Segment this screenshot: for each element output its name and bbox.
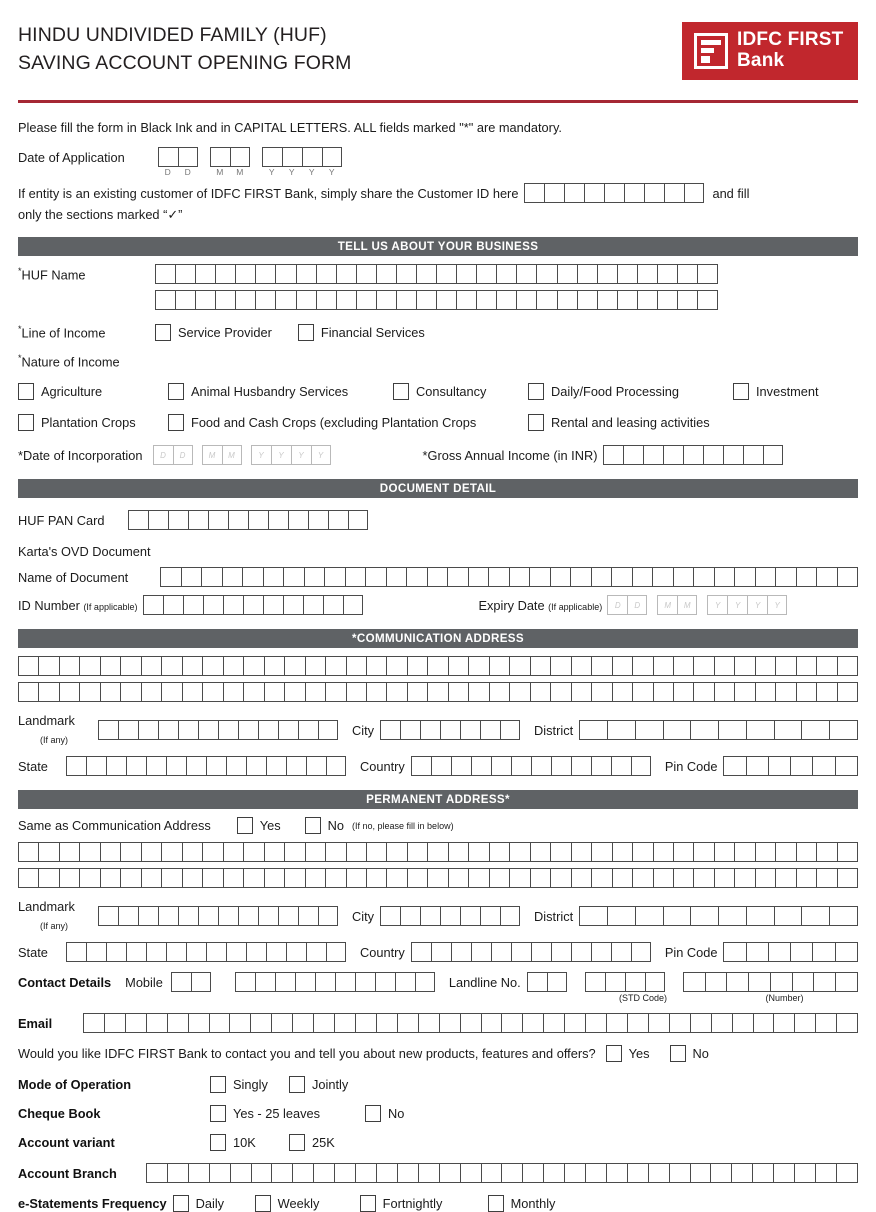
date-of-application-label: Date of Application <box>18 149 125 165</box>
mobile-label: Mobile <box>125 974 163 990</box>
checkbox-label: Monthly <box>510 1196 556 1212</box>
checkbox-label: Service Provider <box>178 325 272 340</box>
page-title-line2: SAVING ACCOUNT OPENING FORM <box>18 51 352 74</box>
date-of-application-dd[interactable] <box>158 147 198 167</box>
checkbox-label: No <box>327 818 345 834</box>
page-header <box>18 0 858 80</box>
section-bar-business: TELL US ABOUT YOUR BUSINESS <box>18 237 858 256</box>
permanent-city-input[interactable] <box>380 906 520 926</box>
mobile-country-code-input[interactable] <box>171 972 211 992</box>
checkbox-label: Investment <box>756 384 819 400</box>
account-variant-row <box>18 1134 858 1151</box>
permanent-country-label: Country <box>360 944 405 960</box>
checkbox-box[interactable] <box>733 383 749 400</box>
checkbox-label: Daily <box>195 1196 225 1212</box>
checkbox-box[interactable] <box>488 1195 504 1212</box>
id-number-label: ID Number (If applicable) <box>18 597 138 613</box>
communication-city-input[interactable] <box>380 720 520 740</box>
account-branch-row <box>18 1163 858 1183</box>
permanent-district-input[interactable] <box>579 906 858 926</box>
checkbox-label: Food and Cash Crops (excluding Plantation Crops <box>191 415 477 431</box>
permanent-district-label: District <box>534 908 574 924</box>
checkbox-label: 10K <box>233 1135 256 1151</box>
checkbox-label: Plantation Crops <box>41 415 136 431</box>
checkbox-box[interactable] <box>168 383 184 400</box>
communication-city-label: City <box>352 722 375 738</box>
karta-ovd-document-label: Karta's OVD Document <box>18 544 151 560</box>
communication-district-input[interactable] <box>579 720 858 740</box>
checkbox-investment[interactable] <box>733 383 819 400</box>
checkbox-consultancy[interactable] <box>393 383 528 400</box>
checkbox-box[interactable] <box>393 383 409 400</box>
logo-text <box>737 30 844 71</box>
checkbox-variant-10k[interactable] <box>210 1134 289 1151</box>
date-of-incorporation-mm[interactable]: M M <box>202 445 242 465</box>
huf-pan-card-row <box>18 510 858 530</box>
communication-state-input[interactable] <box>66 756 346 776</box>
landline-notes-row <box>18 993 858 1003</box>
marketing-consent-row <box>18 1045 858 1062</box>
checkbox-box[interactable] <box>528 414 544 431</box>
checkbox-same-address-yes[interactable] <box>237 817 281 834</box>
communication-state-country-pin-row <box>18 756 858 776</box>
checkbox-box[interactable] <box>210 1105 226 1122</box>
id-number-expiry-row <box>18 595 858 615</box>
checkbox-box[interactable] <box>18 414 34 431</box>
permanent-address-line1[interactable] <box>18 842 858 862</box>
checkbox-label: Yes - 25 leaves <box>233 1106 321 1122</box>
checkbox-box[interactable] <box>173 1195 189 1212</box>
permanent-pin-input[interactable] <box>723 942 858 962</box>
same-as-communication-row <box>18 817 858 834</box>
mobile-number-input[interactable] <box>235 972 435 992</box>
checkbox-rental-and-leasing-activities[interactable] <box>528 414 710 431</box>
checkbox-label: Rental and leasing activities <box>551 415 710 431</box>
existing-customer-row <box>18 183 858 203</box>
checkbox-label: Weekly <box>277 1196 320 1212</box>
idfc-first-bank-logo <box>682 22 858 80</box>
permanent-address-line2[interactable] <box>18 868 858 888</box>
communication-pin-label: Pin Code <box>664 758 718 774</box>
communication-address-line2[interactable] <box>18 682 858 702</box>
checkbox-estatement-fortnightly[interactable] <box>360 1195 488 1212</box>
permanent-landmark-label: Landmark <box>18 899 75 915</box>
communication-country-input[interactable] <box>411 756 651 776</box>
checkbox-cheque-no[interactable] <box>365 1105 404 1122</box>
checkbox-box[interactable] <box>168 414 184 431</box>
checkbox-box[interactable] <box>18 383 34 400</box>
mode-of-operation-label: Mode of Operation <box>18 1077 132 1093</box>
checkbox-box[interactable] <box>255 1195 271 1212</box>
huf-pan-card-label: HUF PAN Card <box>18 512 105 528</box>
checkbox-label: Agriculture <box>41 384 103 400</box>
checkbox-label: Fortnightly <box>382 1196 443 1212</box>
permanent-country-input[interactable] <box>411 942 651 962</box>
checkbox-variant-25k[interactable] <box>289 1134 335 1151</box>
checkbox-box[interactable] <box>528 383 544 400</box>
section-bar-permanent-address: PERMANENT ADDRESS* <box>18 790 858 809</box>
line-of-income-label: *Line of Income <box>18 324 106 341</box>
date-of-incorporation-label: *Date of Incorporation <box>18 447 143 463</box>
nature-of-income-row2 <box>18 414 858 431</box>
checkbox-box[interactable] <box>289 1134 305 1151</box>
line-of-income-row <box>18 324 858 341</box>
permanent-landmark-city-district-row <box>18 898 858 934</box>
communication-landmark-input[interactable] <box>98 720 338 740</box>
permanent-landmark-input[interactable] <box>98 906 338 926</box>
permanent-landmark-note: (If any) <box>40 921 69 932</box>
checkbox-box[interactable] <box>606 1045 622 1062</box>
landline-std-code-input[interactable] <box>585 972 665 992</box>
name-of-document-input[interactable] <box>160 567 858 587</box>
checkbox-label: Singly <box>233 1077 268 1093</box>
checkbox-financial-services[interactable] <box>298 324 425 341</box>
header-divider <box>18 100 858 103</box>
checkbox-box[interactable] <box>670 1045 686 1062</box>
checkbox-plantation-crops[interactable] <box>18 414 168 431</box>
nature-of-income-label: *Nature of Income <box>18 353 120 370</box>
existing-customer-suffix: and fill <box>712 185 750 201</box>
date-of-application-mm[interactable] <box>210 147 250 167</box>
estatement-frequency-row <box>18 1195 858 1212</box>
checkbox-box[interactable] <box>360 1195 376 1212</box>
checkbox-box[interactable] <box>289 1076 305 1093</box>
page-title <box>18 22 352 77</box>
std-code-note: (STD Code) <box>618 993 667 1004</box>
huf-name-label: *HUF Name <box>18 265 86 283</box>
communication-district-label: District <box>534 722 574 738</box>
date-of-incorporation-dd[interactable]: D D <box>153 445 193 465</box>
expiry-date-dd[interactable]: D D <box>607 595 647 615</box>
incorporation-income-row <box>18 445 858 465</box>
id-number-input[interactable] <box>143 595 363 615</box>
checkbox-label: No <box>692 1046 709 1062</box>
communication-landmark-city-district-row <box>18 712 858 748</box>
checkbox-same-address-no[interactable] <box>305 817 344 834</box>
account-variant-label: Account variant <box>18 1135 115 1151</box>
gross-annual-income-input[interactable] <box>603 445 783 465</box>
permanent-state-label: State <box>18 944 48 960</box>
contact-details-label: Contact Details <box>18 974 112 990</box>
checkbox-label: Yes <box>628 1046 650 1062</box>
estatement-frequency-label: e-Statements Frequency <box>18 1196 167 1212</box>
email-input[interactable] <box>83 1013 858 1033</box>
date-of-application-row <box>18 147 858 167</box>
existing-customer-label: If entity is an existing customer of IDFC FIRST Bank, simply share the Customer ID here <box>18 185 519 201</box>
gross-annual-income-label: *Gross Annual Income (in INR) <box>422 447 598 463</box>
checkbox-mode-jointly[interactable] <box>289 1076 348 1093</box>
page-title-line1: HINDU UNDIVIDED FAMILY (HUF) <box>18 24 327 46</box>
nature-of-income-row1 <box>18 383 858 400</box>
checkbox-box[interactable] <box>155 324 171 341</box>
huf-name-input-line2[interactable] <box>155 290 718 310</box>
checkbox-box[interactable] <box>298 324 314 341</box>
permanent-state-input[interactable] <box>66 942 346 962</box>
checkbox-box[interactable] <box>237 817 253 834</box>
communication-country-label: Country <box>360 758 405 774</box>
number-note: (Number) <box>765 993 804 1004</box>
checkbox-label: Jointly <box>312 1077 349 1093</box>
checkbox-label: Consultancy <box>416 384 487 400</box>
account-branch-input[interactable] <box>146 1163 858 1183</box>
name-of-document-row <box>18 567 858 587</box>
communication-landmark-note: (If any) <box>40 735 69 746</box>
landline-number-input[interactable] <box>683 972 858 992</box>
checkbox-box[interactable] <box>210 1134 226 1151</box>
expiry-date-mm[interactable]: M M <box>657 595 697 615</box>
date-of-incorporation-yyyy[interactable]: Y Y Y Y <box>251 445 331 465</box>
same-as-communication-label: Same as Communication Address <box>18 818 211 834</box>
huf-name-input-line1[interactable] <box>155 264 718 284</box>
checkbox-consent-yes[interactable] <box>606 1045 650 1062</box>
permanent-city-label: City <box>352 908 375 924</box>
checkbox-label: Financial Services <box>320 325 425 340</box>
same-address-no-note: (If no, please fill in below) <box>352 820 454 831</box>
communication-landmark-label: Landmark <box>18 713 75 729</box>
checkbox-consent-no[interactable] <box>670 1045 709 1062</box>
logo-line1: IDFC FIRST <box>737 29 844 51</box>
mode-of-operation-row <box>18 1076 858 1093</box>
email-row <box>18 1013 858 1033</box>
checkbox-agriculture[interactable] <box>18 383 168 400</box>
account-branch-label: Account Branch <box>18 1165 117 1181</box>
huf-name-row2 <box>18 290 858 310</box>
communication-pin-input[interactable] <box>723 756 858 776</box>
checkbox-box[interactable] <box>210 1076 226 1093</box>
checkbox-mode-singly[interactable] <box>210 1076 289 1093</box>
permanent-state-country-pin-row <box>18 942 858 962</box>
checkbox-box[interactable] <box>365 1105 381 1122</box>
communication-address-line1[interactable] <box>18 656 858 676</box>
checkbox-estatement-weekly[interactable] <box>255 1195 360 1212</box>
communication-state-label: State <box>18 758 48 774</box>
checkbox-label: Daily/Food Processing <box>551 384 680 400</box>
email-label: Email <box>18 1015 53 1031</box>
section-bar-communication-address: *COMMUNICATION ADDRESS <box>18 629 858 648</box>
checkbox-food-and-cash-crops[interactable] <box>168 414 528 431</box>
name-of-document-label: Name of Document <box>18 569 129 585</box>
checkbox-service-provider[interactable] <box>155 324 272 341</box>
section-bar-document-detail: DOCUMENT DETAIL <box>18 479 858 498</box>
instruction-text: Please fill the form in Black Ink and in CAPITAL LETTERS. ALL fields marked "*" are mandatory. <box>18 120 562 135</box>
date-of-application-yyyy[interactable] <box>262 147 342 167</box>
customer-id-input[interactable] <box>524 183 704 203</box>
sections-marked-note: only the sections marked “✓” <box>18 207 183 222</box>
expiry-date-yyyy[interactable]: Y Y Y Y <box>707 595 787 615</box>
checkbox-label: 25K <box>312 1135 335 1151</box>
checkbox-animal-husbandry-services[interactable] <box>168 383 393 400</box>
bank-mark-icon <box>694 33 728 69</box>
cheque-book-label: Cheque Book <box>18 1106 101 1122</box>
huf-pan-card-input[interactable] <box>128 510 368 530</box>
checkbox-label: No <box>388 1106 405 1122</box>
landline-label: Landline No. <box>448 974 521 990</box>
contact-details-row <box>18 972 858 992</box>
checkbox-cheque-yes-25-leaves[interactable] <box>210 1105 365 1122</box>
checkbox-label: Yes <box>259 818 281 834</box>
expiry-date-label: Expiry Date (If applicable) <box>478 597 603 613</box>
checkbox-label: Animal Husbandry Services <box>191 384 349 400</box>
checkbox-estatement-daily[interactable] <box>173 1195 255 1212</box>
permanent-pin-label: Pin Code <box>664 944 718 960</box>
date-of-application-hints: D D M M Y Y Y Y <box>164 167 336 177</box>
checkbox-estatement-monthly[interactable] <box>488 1195 556 1212</box>
huf-name-row1 <box>18 264 858 284</box>
marketing-consent-question: Would you like IDFC FIRST Bank to contact you and tell you about new products, features and offers? <box>18 1046 596 1062</box>
checkbox-daily-food-processing[interactable] <box>528 383 733 400</box>
logo-line2: Bank <box>737 50 785 71</box>
landline-prefix-input[interactable] <box>527 972 567 992</box>
cheque-book-row <box>18 1105 858 1122</box>
checkbox-box[interactable] <box>305 817 321 834</box>
